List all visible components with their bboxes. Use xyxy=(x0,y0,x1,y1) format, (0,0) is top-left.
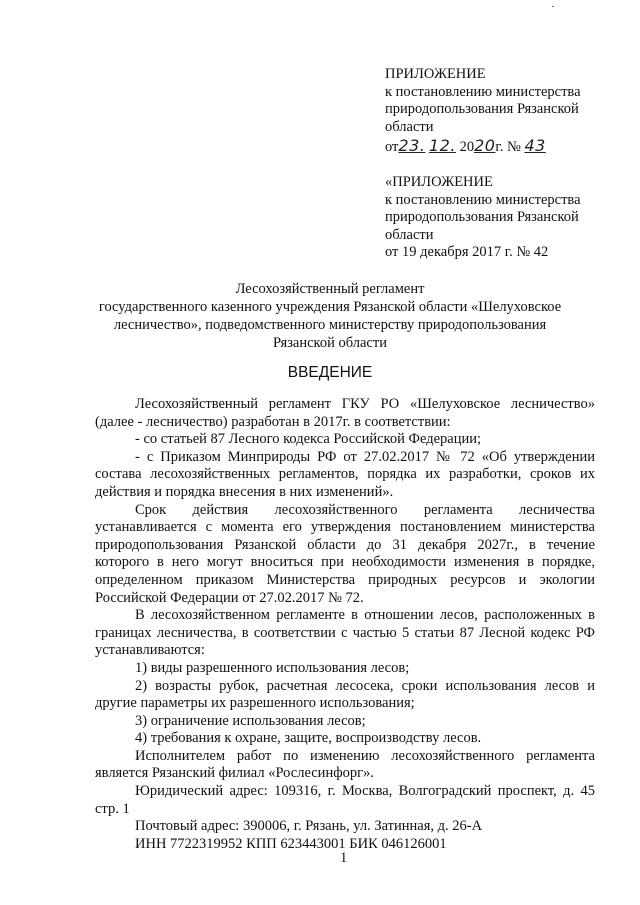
text-line: действия и порядка внесения в них изменений». xyxy=(95,483,394,500)
date-prefix: от xyxy=(385,139,399,155)
text-line: устанавливаются: xyxy=(95,642,205,659)
year-prefix: 20 xyxy=(459,139,475,155)
year-suffix: г. № xyxy=(495,139,521,155)
annex-line: области xyxy=(385,226,434,243)
annex-date-line: от 19 декабря 2017 г. № 42 xyxy=(385,244,549,260)
title-line: Рязанской области xyxy=(273,335,387,351)
annex-line: к постановлению министерства xyxy=(385,191,581,208)
annex-header-new xyxy=(385,66,581,157)
text-line: стр. 1 xyxy=(95,800,130,817)
title-line: государственного казенного учреждения Рязанской области «Шелуховское xyxy=(98,299,562,315)
list-item: 1) виды разрешенного использования лесов; xyxy=(135,659,410,676)
text-line: определенном приказом Министерства природных ресурсов и экологии xyxy=(95,571,595,588)
handwritten-month: 12 xyxy=(428,136,451,155)
annex-line: области xyxy=(385,118,434,135)
annex-line: к постановлению министерства xyxy=(385,83,581,100)
text-line: Лесохозяйственный регламент ГКУ РО «Шелуховское лесничество» xyxy=(135,396,595,412)
list-item: 2) возрасты рубок, расчетная лесосека, сроки использования лесов и xyxy=(135,677,595,694)
text-line: природопользования Рязанской области до 31 декабря 2027г., в течение xyxy=(95,536,595,553)
text-line: Исполнителем работ по изменению лесохозяйственного регламента xyxy=(135,747,595,764)
list-item: 4) требования к охране, защите, воспроизводству лесов. xyxy=(135,730,482,747)
text-line: другие параметры их разрешенного использования; xyxy=(95,695,415,712)
annex-header-old xyxy=(385,174,581,262)
title-line: Лесохозяйственный регламент xyxy=(235,281,425,297)
body-text xyxy=(95,396,595,853)
list-item: 3) ограничение использования лесов; xyxy=(135,712,366,729)
text-line: Российской Федерации от 27.02.2017 № 72. xyxy=(95,589,364,606)
list-bullet: - с Приказом Минприроды РФ от 27.02.2017 № 72 «Об утверждении xyxy=(135,448,595,465)
page-number: 1 xyxy=(340,850,348,866)
annex-line: природопользования Рязанской xyxy=(385,101,579,117)
text-line: состава лесохозяйственных регламентов, порядка их разработки, сроков их xyxy=(95,466,595,483)
text-line: которого в него могут вноситься при необходимости изменения в порядке, xyxy=(95,554,595,571)
document-title xyxy=(80,280,580,352)
annex-title: ПРИЛОЖЕНИЕ xyxy=(385,66,486,82)
annex-title: «ПРИЛОЖЕНИЕ xyxy=(385,174,493,190)
legal-address: Юридический адрес: 109316, г. Москва, Волгоградский проспект, д. 45 xyxy=(135,783,595,800)
annex-line: природопользования Рязанской xyxy=(385,209,579,225)
postal-address: Почтовый адрес: 390006, г. Рязань, ул. Затинная, д. 26-А xyxy=(135,818,483,835)
handwritten-day: 23 xyxy=(398,136,420,155)
list-bullet: - со статьей 87 Лесного кодекса Российской Федерации; xyxy=(135,431,482,448)
text-line: границах лесничества, в соответствии с частью 5 статьи 87 Лесной кодекс РФ xyxy=(95,624,595,641)
bank-details: ИНН 7722319952 КПП 623443001 БИК 046126001 xyxy=(135,835,447,852)
text-line: В лесохозяйственном регламенте в отношении лесов, расположенных в xyxy=(135,607,595,624)
text-line: Срок действия лесохозяйственного регламента лесничества xyxy=(135,501,595,518)
scan-speck xyxy=(552,6,554,7)
text-line: устанавливается с момента его утверждения постановлением министерства xyxy=(95,519,595,536)
text-line: (далее - лесничество) разработан в 2017г. в соответствии: xyxy=(95,413,451,430)
handwritten-number: 43 xyxy=(524,136,546,155)
text-line: является Рязанский филиал «Рослесинфорг». xyxy=(95,765,374,782)
section-heading: ВВЕДЕНИЕ xyxy=(287,364,373,381)
annex-date-line: от23. 12. 2020г. № 43 xyxy=(385,136,546,155)
title-line: лесничество», подведомственного министерству природопользования xyxy=(113,317,547,333)
handwritten-year: 20 xyxy=(474,136,496,155)
